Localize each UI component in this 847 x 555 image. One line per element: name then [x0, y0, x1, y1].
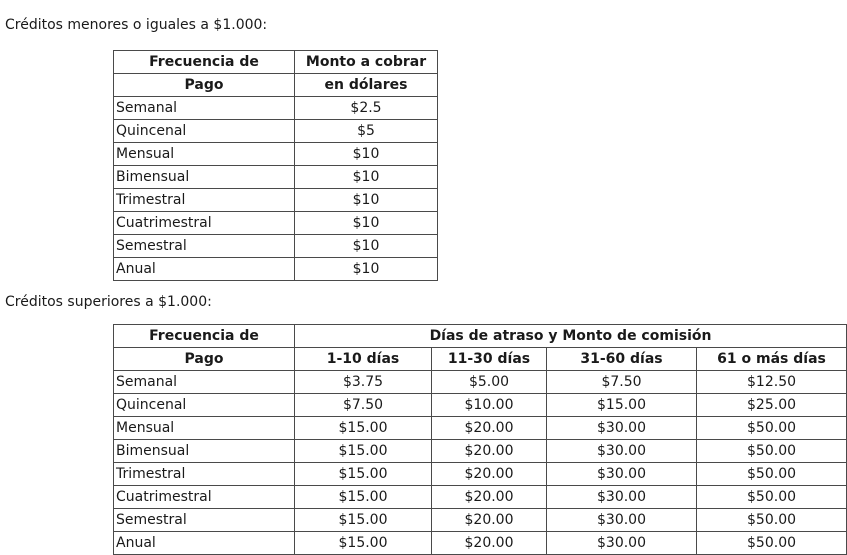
amount-cell: $10: [295, 212, 438, 235]
table-header-row: [114, 51, 438, 74]
table-row: [114, 258, 438, 281]
fee-table-large-credits: [113, 324, 847, 555]
table-row: [114, 371, 847, 394]
fee-cell: $50.00: [697, 440, 847, 463]
fee-cell: $30.00: [547, 486, 697, 509]
header-frequency-line1: Frecuencia de: [114, 51, 295, 74]
frequency-cell: Semanal: [114, 97, 295, 120]
fee-cell: $15.00: [295, 440, 432, 463]
amount-cell: $5: [295, 120, 438, 143]
frequency-cell: Semestral: [114, 509, 295, 532]
amount-cell: $10: [295, 235, 438, 258]
frequency-cell: Semestral: [114, 235, 295, 258]
fee-cell: $50.00: [697, 532, 847, 555]
fee-cell: $50.00: [697, 463, 847, 486]
fee-cell: $7.50: [295, 394, 432, 417]
fee-cell: $15.00: [547, 394, 697, 417]
fee-cell: $30.00: [547, 509, 697, 532]
fee-cell: $20.00: [432, 532, 547, 555]
fee-cell: $15.00: [295, 486, 432, 509]
heading-large-credits: Créditos superiores a $1.000:: [5, 294, 212, 310]
fee-cell: $20.00: [432, 440, 547, 463]
header-frequency-line2: Pago: [114, 74, 295, 97]
frequency-cell: Cuatrimestral: [114, 212, 295, 235]
amount-cell: $10: [295, 143, 438, 166]
fee-cell: $5.00: [432, 371, 547, 394]
amount-cell: $2.5: [295, 97, 438, 120]
fee-cell: $3.75: [295, 371, 432, 394]
fee-cell: $15.00: [295, 417, 432, 440]
header-frequency-line1: Frecuencia de: [114, 325, 295, 348]
frequency-cell: Trimestral: [114, 463, 295, 486]
table-row: [114, 532, 847, 555]
header-delay-group: Días de atraso y Monto de comisión: [295, 325, 847, 348]
frequency-cell: Anual: [114, 258, 295, 281]
amount-cell: $10: [295, 258, 438, 281]
table-row: [114, 97, 438, 120]
table-row: [114, 509, 847, 532]
fee-cell: $20.00: [432, 417, 547, 440]
fee-cell: $30.00: [547, 440, 697, 463]
table-row: [114, 189, 438, 212]
frequency-cell: Cuatrimestral: [114, 486, 295, 509]
fee-cell: $30.00: [547, 417, 697, 440]
frequency-cell: Mensual: [114, 143, 295, 166]
table-row: [114, 143, 438, 166]
fee-cell: $50.00: [697, 509, 847, 532]
table-row: [114, 486, 847, 509]
table-row: [114, 166, 438, 189]
table-row: [114, 463, 847, 486]
fee-cell: $7.50: [547, 371, 697, 394]
header-column: 61 o más días: [697, 348, 847, 371]
fee-cell: $50.00: [697, 486, 847, 509]
fee-cell: $15.00: [295, 463, 432, 486]
table-header-row: [114, 74, 438, 97]
fee-cell: $50.00: [697, 417, 847, 440]
fee-table-small-credits: [113, 50, 438, 281]
fee-cell: $20.00: [432, 509, 547, 532]
fee-cell: $20.00: [432, 463, 547, 486]
header-column: 11-30 días: [432, 348, 547, 371]
table-row: [114, 120, 438, 143]
frequency-cell: Trimestral: [114, 189, 295, 212]
header-column: 1-10 días: [295, 348, 432, 371]
fee-cell: $10.00: [432, 394, 547, 417]
heading-small-credits: Créditos menores o iguales a $1.000:: [5, 17, 268, 33]
fee-cell: $30.00: [547, 532, 697, 555]
amount-cell: $10: [295, 189, 438, 212]
table-row: [114, 235, 438, 258]
fee-cell: $12.50: [697, 371, 847, 394]
frequency-cell: Quincenal: [114, 394, 295, 417]
header-column: 31-60 días: [547, 348, 697, 371]
table-header-row: [114, 348, 847, 371]
table-row: [114, 417, 847, 440]
fee-cell: $15.00: [295, 509, 432, 532]
fee-cell: $30.00: [547, 463, 697, 486]
frequency-cell: Semanal: [114, 371, 295, 394]
table-row: [114, 212, 438, 235]
frequency-cell: Bimensual: [114, 166, 295, 189]
header-frequency-line2: Pago: [114, 348, 295, 371]
fee-cell: $15.00: [295, 532, 432, 555]
fee-cell: $25.00: [697, 394, 847, 417]
table-row: [114, 440, 847, 463]
header-amount-line1: Monto a cobrar: [295, 51, 438, 74]
fee-cell: $20.00: [432, 486, 547, 509]
table-row: [114, 394, 847, 417]
frequency-cell: Mensual: [114, 417, 295, 440]
header-amount-line2: en dólares: [295, 74, 438, 97]
frequency-cell: Quincenal: [114, 120, 295, 143]
table-header-row: [114, 325, 847, 348]
frequency-cell: Anual: [114, 532, 295, 555]
amount-cell: $10: [295, 166, 438, 189]
frequency-cell: Bimensual: [114, 440, 295, 463]
